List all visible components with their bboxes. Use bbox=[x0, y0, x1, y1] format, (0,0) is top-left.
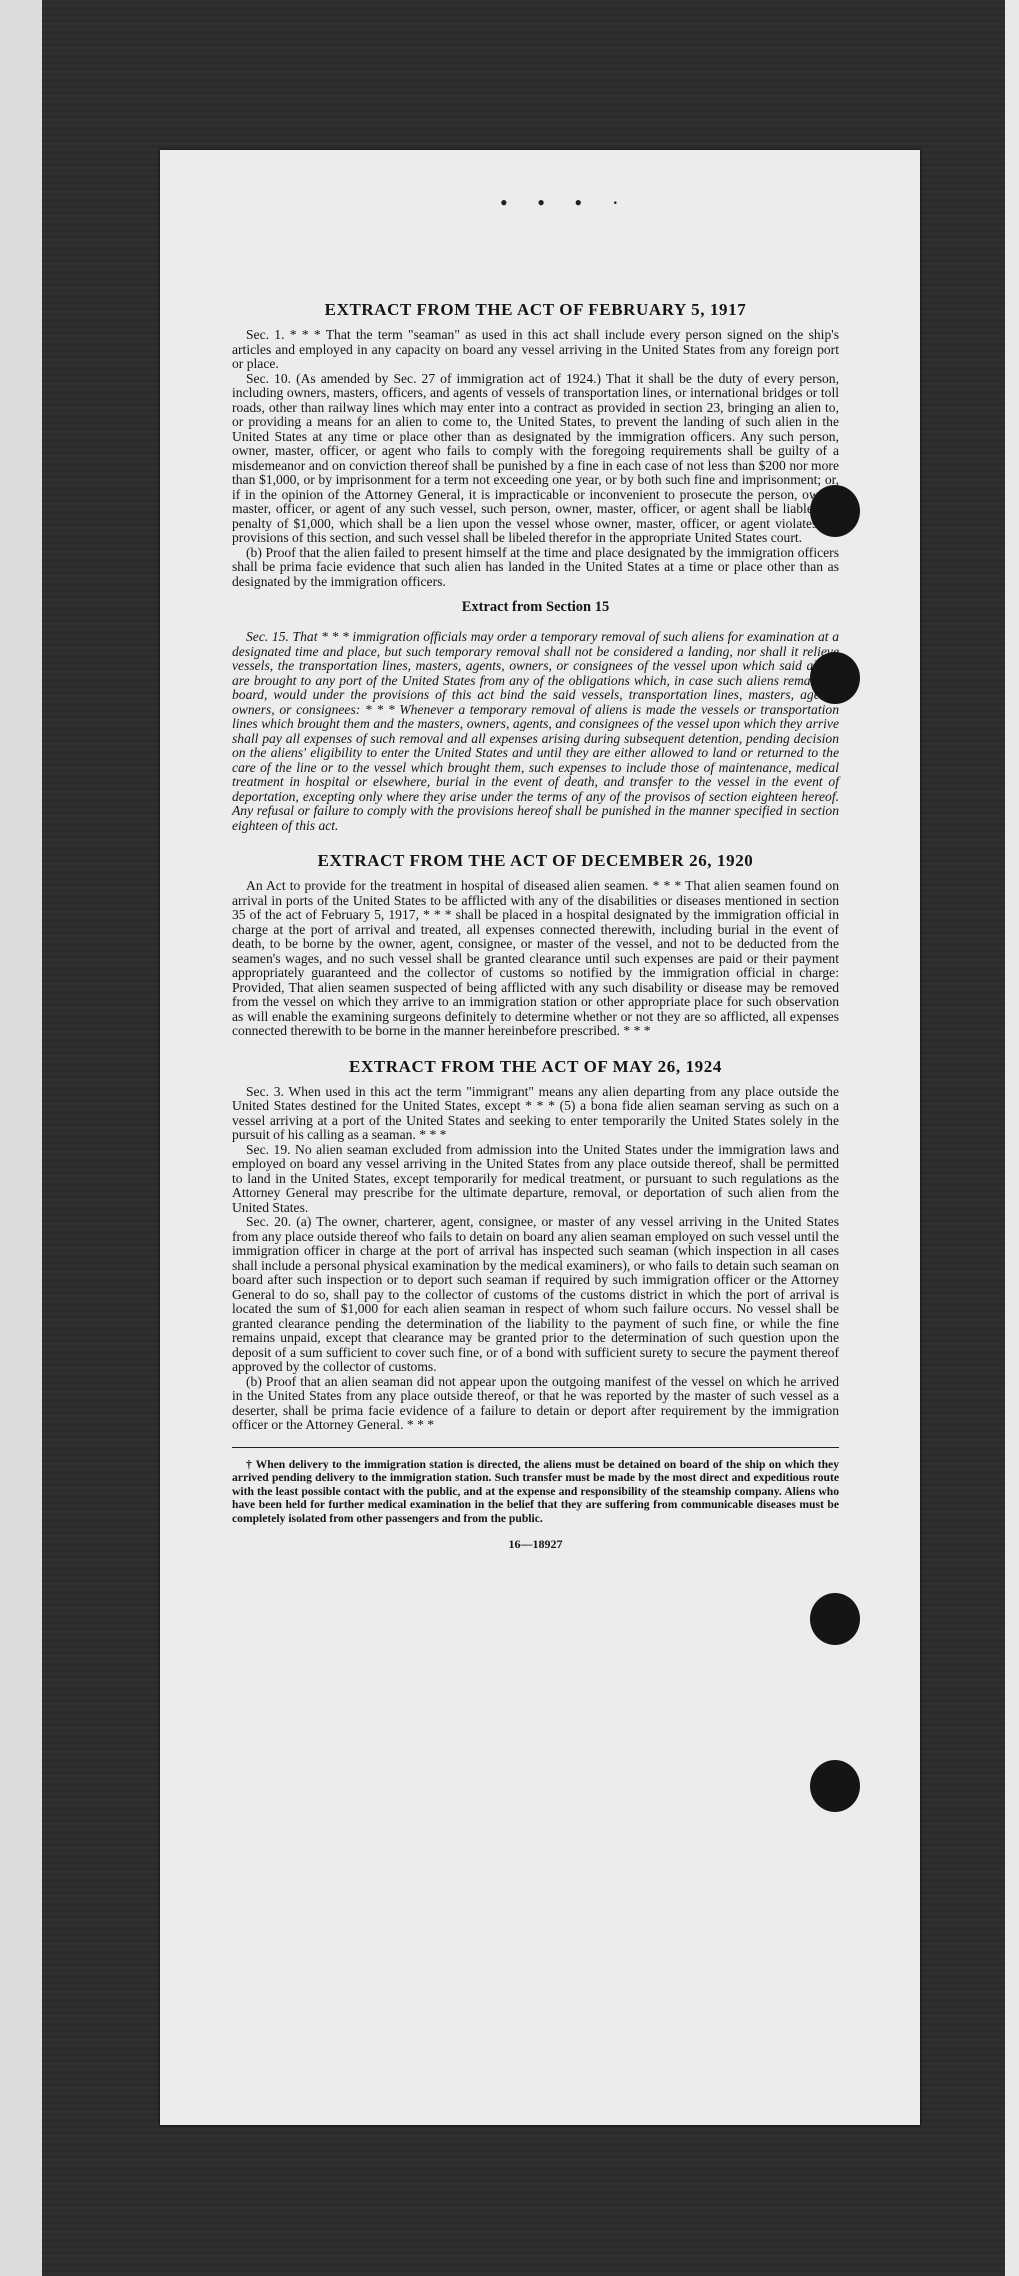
section-heading: EXTRACT FROM THE ACT OF DECEMBER 26, 1920 bbox=[317, 851, 754, 870]
ornament: • • • · bbox=[500, 190, 631, 215]
section-heading: EXTRACT FROM THE ACT OF MAY 26, 1924 bbox=[349, 1056, 722, 1076]
punch-hole bbox=[810, 1593, 860, 1645]
section-subheading: Extract from Section 15 bbox=[461, 599, 610, 615]
scan-left-border bbox=[0, 0, 42, 2276]
paragraph: (b) Proof that an alien seaman did not appear upon the outgoing manifest of the vessel on which he arrived in the United States from any place outside thereof, or that he was reported by the master of such vessel as a deserter, shall be prima facie evidence of a failure to detain or deport after requirement by the immigration officer or the Attorney General. * * * bbox=[232, 1373, 839, 1432]
paragraph-italic: Sec. 15. That * * * immigration officials may order a temporary removal of such aliens for examination at a designated time and place, but such temporary removal shall not be considered a landing, nor shall it relieve vessels, the transportation lines, masters, agents, owners, or consignees of the vessel upon which said aliens are brought to any port of the United States from any of the obligations which, in case such aliens remain on board, would under the provisions of this act bind the said vessels, transportation lines, masters, agents, owners, or consignees: * * * Whenever a temporary removal of aliens is made the vessels or transportation lines which brought them and the masters, owners, agents, and consignees of the vessel upon which they arrive shall pay all expenses of such removal and all expenses arising during subsequent detention, pending decision on the aliens' eligibility to enter the United States and until they are either allowed to land or returned to the care of the line or to the vessel which brought them, such expenses to include those of maintenance, medical treatment in hospital or elsewhere, burial in the event of death, and transfer to the vessel in the event of deportation, excepting only where they arise under the terms of any of the provisos of section eighteen hereof. Any refusal or failure to comply with the provisions hereof shall be punished in the manner specified in section eighteen of this act. bbox=[232, 629, 839, 833]
paragraph: Sec. 20. (a) The owner, charterer, agent, consignee, or master of any vessel arriving in the United States from any place outside thereof who fails to detain on board any alien seaman employed on such vessel until the immigration officer in charge at the port of arrival has inspected such seaman (which inspection in all cases shall include a personal physical examination by the medical examiners), or who fails to detain such seaman on board after such inspection or to deport such seaman if required by such immigration officer or the Attorney General to do so, shall pay to the collector of customs of the customs district in which the port of arrival is located the sum of $1,000 for each alien seaman in respect of whom such failure occurs. No vessel shall be granted clearance pending the determination of the liability to the payment of such fine, or while the fine remains unpaid, except that clearance may be granted prior to the determination of such question upon the deposit of a sum sufficient to cover such fine, or of a bond with sufficient surety to secure the payment thereof approved by the collector of customs. bbox=[232, 1214, 839, 1374]
footnote-divider bbox=[232, 1447, 839, 1448]
paragraph: Sec. 10. (As amended by Sec. 27 of immigration act of 1924.) That it shall be the duty of every person, including owners, masters, officers, and agents of vessels of transportation lines, or international bridges or toll roads, other than railway lines which may enter into a contract as provided in section 23, bringing an alien to, or providing a means for an alien to come to, the United States, to prevent the landing of such alien in the United States at any time or place other than as designated by the immigration officers. Any such person, owner, master, officer, or agent who fails to comply with the foregoing requirements shall be guilty of a misdemeanor and on conviction thereof shall be punished by a fine in each case of not less than $200 nor more than $1,000, or by imprisonment for a term not exceeding one year, or by both such fine and imprisonment; or, if in the opinion of the Attorney General, it is impracticable or inconvenient to prosecute the person, owner, master, officer, or agent of any such vessel, such person, owner, master, officer, or agent shall be liable to a penalty of $1,000, which shall be a lien upon the vessel whose owner, master, officer, or agent violates the provisions of this section, and such vessel shall be libeled therefor in the appropriate United States court. bbox=[232, 370, 839, 545]
document-page bbox=[160, 150, 920, 2125]
paragraph: An Act to provide for the treatment in hospital of diseased alien seamen. * * * That alien seamen found on arrival in ports of the United States to be afflicted with any of the disabilities or diseases mentioned in section 35 of the act of February 5, 1917, * * * shall be placed in a hospital designated by the immigration official in charge at the port of arrival and treated, all expenses connected therewith, including burial in the event of death, to be borne by the owner, agent, consignee, or master of the vessel, and not to be deducted from the seamen's wages, and no such vessel shall be granted clearance until such expenses are paid or their payment appropriately guaranteed and the collector of customs so notified by the immigration official in charge: Provided, That alien seamen suspected of being afflicted with any such disability or disease may be removed from the vessel on which they arrive to an immigration station or other appropriate place for such observation as will enable the examining surgeons definitely to determine whether or not they are so afflicted, all expenses connected therewith to be borne in the manner hereinbefore prescribed. * * * bbox=[232, 878, 839, 1038]
paragraph: Sec. 19. No alien seaman excluded from admission into the United States under the immigration laws and employed on board any vessel arriving in the United States from any place outside thereof, shall be permitted to land in the United States, except temporarily for medical treatment, or pursuant to such regulations as the Attorney General may prescribe for the ultimate departure, removal, or deportation of such alien from the United States. bbox=[232, 1141, 839, 1215]
punch-hole bbox=[810, 1760, 860, 1812]
section-heading: EXTRACT FROM THE ACT OF FEBRUARY 5, 1917 bbox=[324, 300, 747, 319]
footnote: † When delivery to the immigration station is directed, the aliens must be detained on board of the ship on which they arrived pending delivery to the immigration station. Such transfer must be made by the most direct and expeditious route with the least possible contact with the public, and at the expense and responsibility of the steamship company. Aliens who have been held for further medical examination in the belief that they are suffering from communicable diseases must be completely isolated from other passengers and from the public. bbox=[232, 1457, 839, 1525]
paragraph: Sec. 1. * * * That the term "seaman" as used in this act shall include every person signed on the ship's articles and employed in any capacity on board any vessel arriving in the United States from any foreign port or place. bbox=[232, 327, 839, 371]
paragraph: Sec. 3. When used in this act the term "immigrant" means any alien departing from any place outside the United States destined for the United States, except * * * (5) a bona fide alien seaman serving as such on a vessel arriving at a port of the United States and seeking to enter temporarily the United States solely in the pursuit of his calling as a seaman. * * * bbox=[232, 1083, 839, 1142]
paragraph: (b) Proof that the alien failed to present himself at the time and place designated by the immigration officers shall be prima facie evidence that such alien has landed in the United States at a time or place other than as designated by the immigration officers. bbox=[232, 544, 839, 589]
document-body bbox=[232, 300, 839, 1552]
page-number: 16—18927 bbox=[508, 1537, 563, 1551]
scan-right-border bbox=[1005, 0, 1019, 2276]
